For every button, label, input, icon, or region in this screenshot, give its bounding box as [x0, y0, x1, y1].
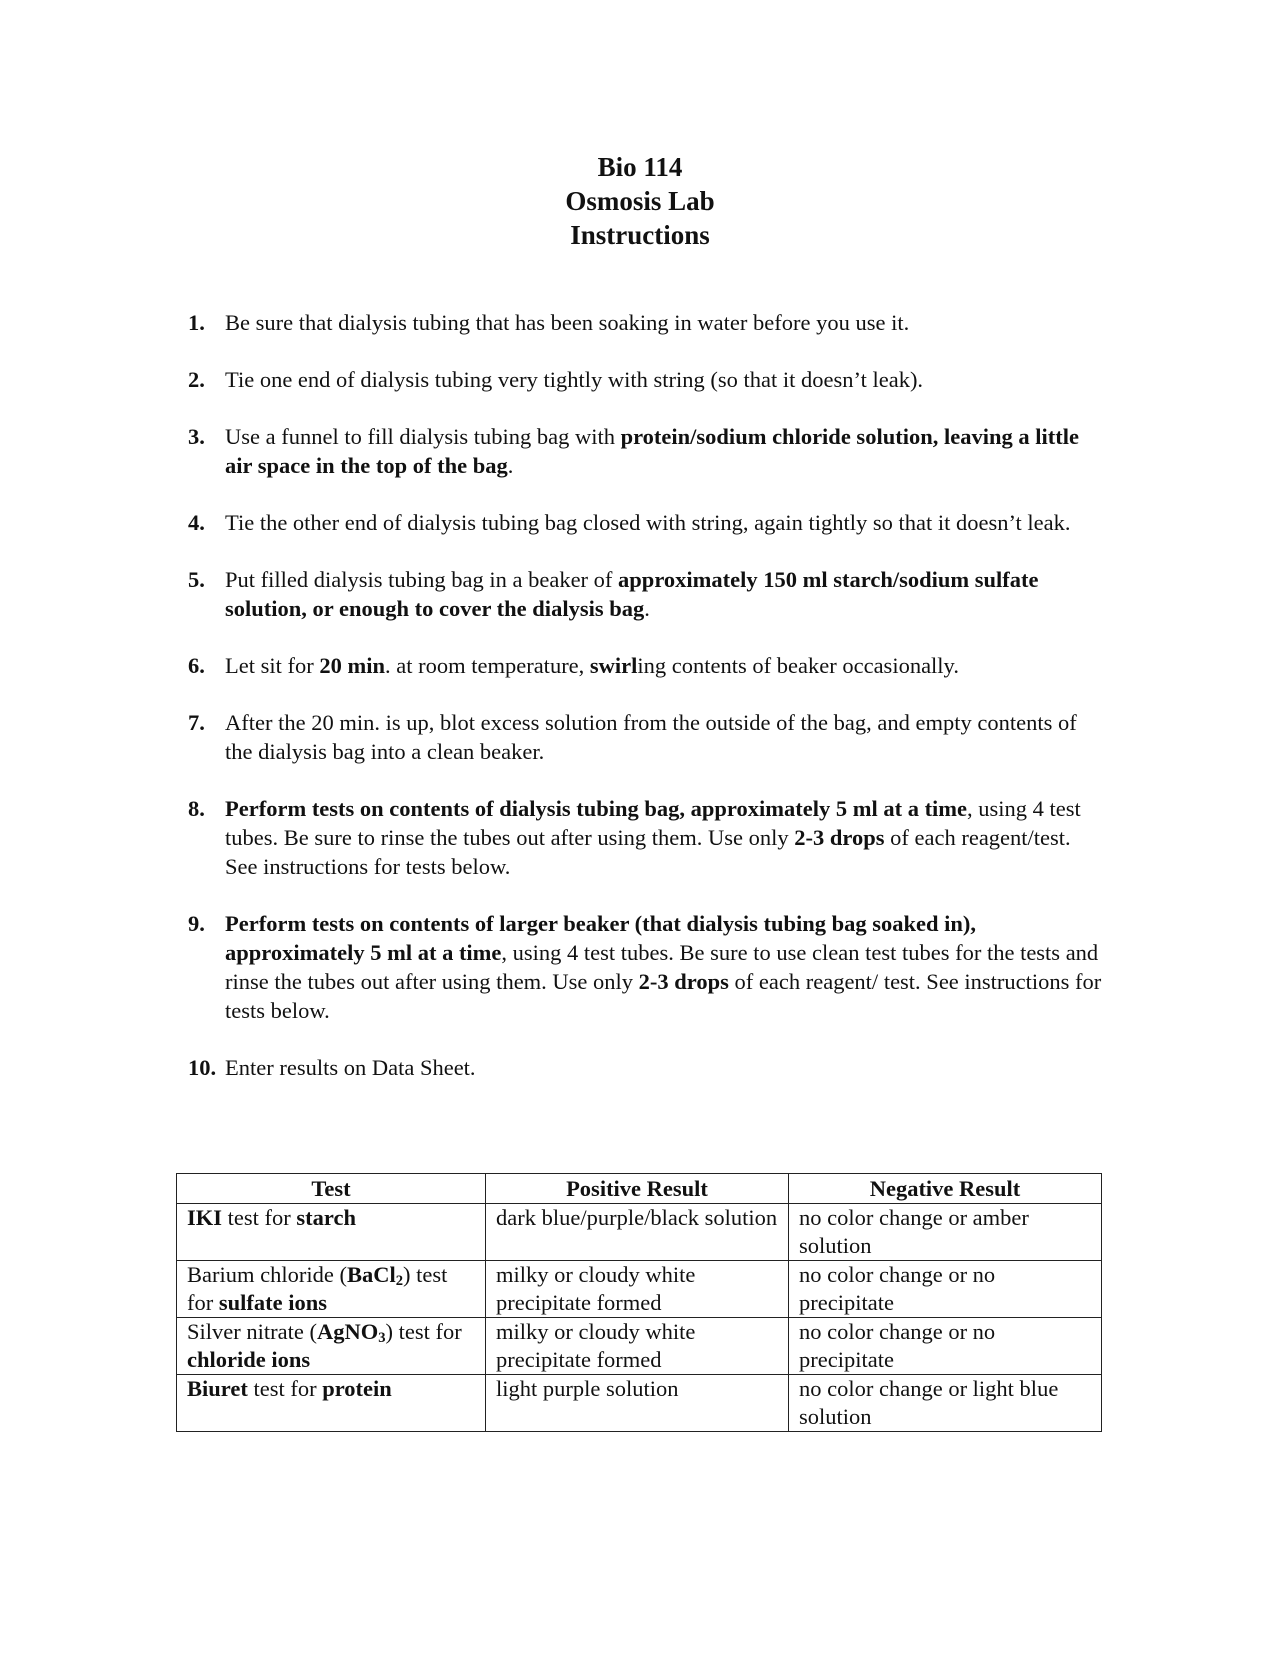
text-run: swirl: [589, 653, 638, 678]
text-run: 2-3 drops: [638, 969, 729, 994]
table-row: [177, 1204, 1102, 1261]
step-number: 10.: [188, 1055, 217, 1080]
cell-test: [177, 1204, 486, 1261]
cell-positive-result: light purple solution: [486, 1375, 789, 1432]
text-run: BaCl: [346, 1262, 396, 1287]
cell-test: [177, 1375, 486, 1432]
step-text: [225, 424, 1079, 478]
step-text: [225, 1055, 476, 1080]
instruction-step: [188, 565, 1108, 623]
text-run: , using 4 test tubes. Be sure to rinse the tubes out after using them. Use only: [225, 796, 1081, 850]
step-text: [225, 710, 1077, 764]
text-run: Put filled dialysis tubing bag in a beaker of: [225, 567, 619, 592]
text-run: Use a funnel to fill dialysis tubing bag with: [225, 424, 621, 449]
text-run: ) test for: [187, 1262, 448, 1315]
step-text: [225, 911, 1101, 1023]
text-run: Tie one end of dialysis tubing very tightly with string (so that it doesn’t leak).: [225, 367, 924, 392]
cell-test: [177, 1318, 486, 1375]
cell-positive-result: dark blue/purple/black solution: [486, 1204, 789, 1261]
step-text: [225, 367, 923, 392]
step-number: 6.: [188, 653, 205, 678]
text-run: Let sit for: [225, 653, 320, 678]
text-run: protein/sodium chloride solution, leaving a little air space in the top of the bag: [225, 424, 1079, 478]
table-row: [177, 1261, 1102, 1318]
text-run: Be sure that dialysis tubing that has been soaking in water before you use it.: [225, 310, 910, 335]
cell-negative-result: no color change or light blue solution: [789, 1375, 1102, 1432]
text-run: ) test for: [385, 1319, 462, 1344]
step-number: 3.: [188, 424, 205, 449]
step-number: 9.: [188, 911, 205, 936]
text-run: . at room temperature,: [385, 653, 590, 678]
cell-negative-result: no color change or amber solution: [789, 1204, 1102, 1261]
cell-negative-result: no color change or no precipitate: [789, 1261, 1102, 1318]
instruction-step: [188, 365, 1108, 394]
title-instructions: Instructions: [570, 220, 710, 250]
text-run: 2: [395, 1273, 404, 1289]
table-header-row: [177, 1174, 1102, 1204]
table-body: [177, 1204, 1102, 1432]
step-text: [225, 796, 1081, 879]
instruction-step: [188, 708, 1108, 766]
instruction-step: [188, 308, 1108, 337]
text-run: ing contents of beaker occasionally.: [637, 653, 959, 678]
text-run: Tie the other end of dialysis tubing bag closed with string, again tightly so that it doesn’t leak.: [225, 510, 1071, 535]
text-run: IKI: [187, 1205, 223, 1230]
text-run: 2-3 drops: [794, 825, 885, 850]
title-lab-name: Osmosis Lab: [565, 186, 715, 216]
title-course: Bio 114: [597, 152, 683, 182]
header-test: Test: [177, 1174, 486, 1204]
step-number: 7.: [188, 710, 205, 735]
cell-positive-result: milky or cloudy white precipitate formed: [486, 1318, 789, 1375]
step-number: 1.: [188, 310, 205, 335]
text-run: , using 4 test tubes. Be sure to use clean test tubes for the tests and rinse the tubes out after using them. Use only: [225, 940, 1099, 994]
step-text: [225, 510, 1071, 535]
step-text: [225, 567, 1038, 621]
text-run: 20 min: [319, 653, 385, 678]
text-run: approximately 150 ml starch/sodium sulfate solution, or enough to cover the dialysis bag: [225, 567, 1039, 621]
text-run: starch: [296, 1205, 356, 1230]
text-run: test for: [247, 1376, 323, 1401]
table-row: [177, 1375, 1102, 1432]
step-text: [225, 653, 959, 678]
text-run: 3: [378, 1330, 386, 1346]
instruction-step: [188, 1053, 1108, 1082]
text-run: chloride ions: [187, 1347, 311, 1372]
text-run: Perform tests on contents of larger beaker (that dialysis tubing bag soaked in), approximately 5 ml at a time: [225, 911, 977, 965]
text-run: sulfate ions: [218, 1290, 328, 1315]
cell-test: [177, 1261, 486, 1318]
header-positive-result: Positive Result: [486, 1174, 789, 1204]
instruction-list: [188, 308, 1108, 1110]
table-row: [177, 1318, 1102, 1375]
cell-positive-result: milky or cloudy white precipitate formed: [486, 1261, 789, 1318]
text-run: AgNO: [316, 1319, 379, 1344]
step-number: 2.: [188, 367, 205, 392]
step-number: 5.: [188, 567, 205, 592]
text-run: Silver nitrate (: [187, 1319, 317, 1344]
text-run: Enter results on Data Sheet.: [225, 1055, 476, 1080]
text-run: Barium chloride (: [187, 1262, 347, 1287]
document-title: [0, 150, 1280, 252]
text-run: test for: [222, 1205, 297, 1230]
instruction-step: [188, 909, 1108, 1025]
text-run: of each reagent/ test. See instructions for tests below.: [225, 969, 1102, 1023]
text-run: of each reagent/test. See instructions for tests below.: [225, 825, 1071, 879]
instruction-step: [188, 651, 1108, 680]
step-number: 8.: [188, 796, 205, 821]
instruction-step: [188, 794, 1108, 881]
cell-negative-result: no color change or no precipitate: [789, 1318, 1102, 1375]
header-negative-result: Negative Result: [789, 1174, 1102, 1204]
text-run: .: [507, 453, 514, 478]
step-text: [225, 310, 909, 335]
instruction-step: [188, 422, 1108, 480]
test-results-table: [176, 1173, 1102, 1432]
instruction-step: [188, 508, 1108, 537]
text-run: After the 20 min. is up, blot excess solution from the outside of the bag, and empty contents of the dialysis bag into a clean beaker.: [225, 710, 1077, 764]
text-run: Biuret: [187, 1376, 248, 1401]
text-run: Perform tests on contents of dialysis tubing bag, approximately 5 ml at a time: [225, 796, 968, 821]
text-run: protein: [322, 1376, 392, 1401]
step-number: 4.: [188, 510, 205, 535]
text-run: .: [644, 596, 650, 621]
